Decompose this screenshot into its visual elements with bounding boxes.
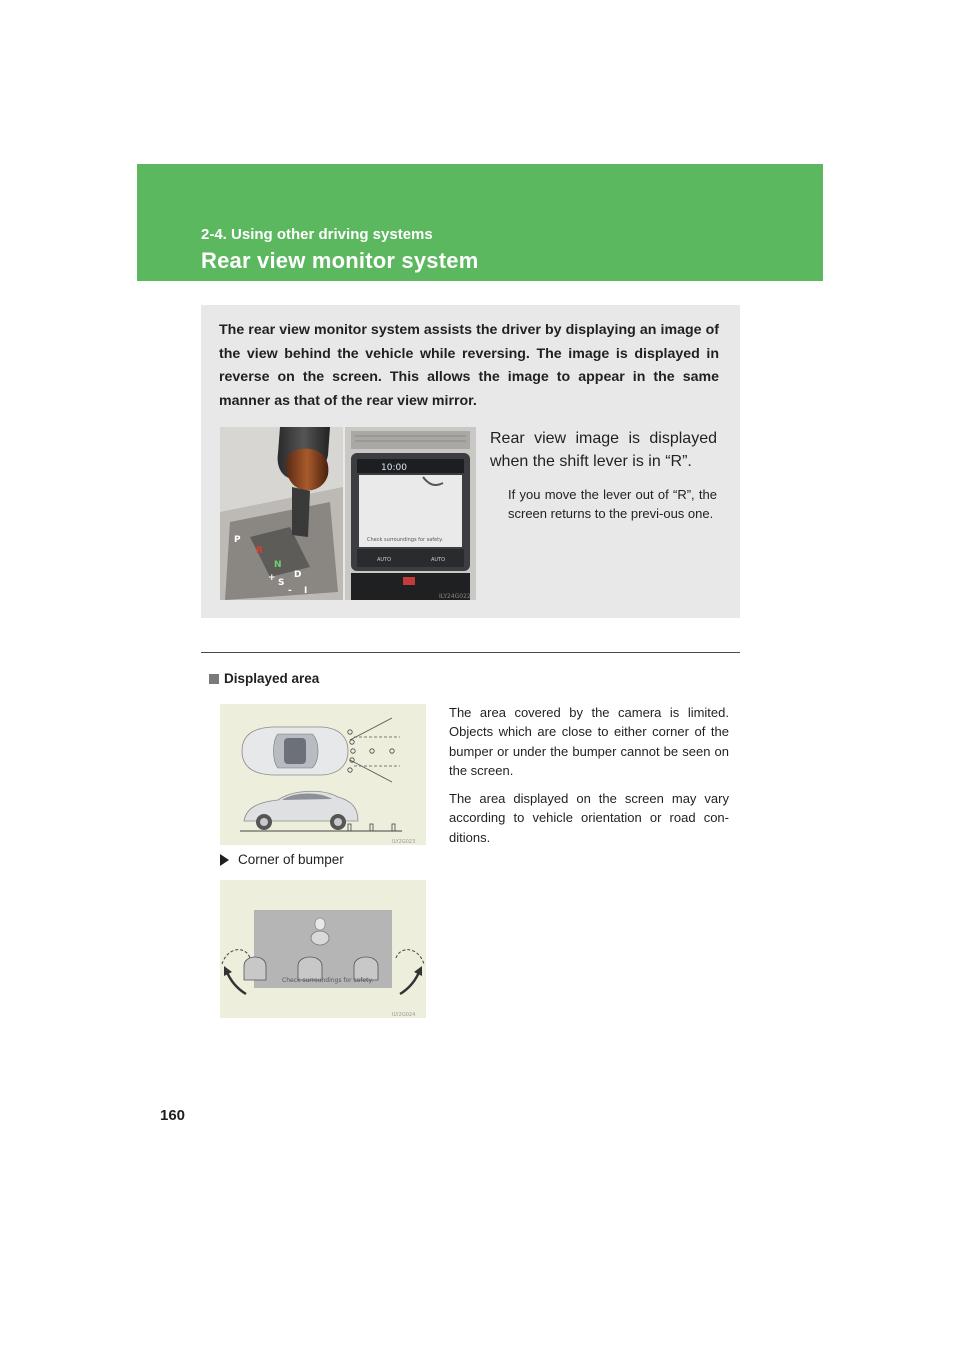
section-divider <box>201 652 740 653</box>
triangle-bullet-icon <box>220 854 229 866</box>
gear-letter-s: S <box>278 578 285 588</box>
monitor-screen-photo <box>345 427 476 600</box>
displayed-area-body <box>449 703 729 856</box>
section-label: 2-4. Using other driving systems <box>201 226 433 243</box>
callout-sub: If you move the lever out of “R”, the screen returns to the previ-ous one. <box>508 487 717 521</box>
callout-main: Rear view image is displayed when the shift lever is in “R”. <box>490 430 717 470</box>
displayed-area-heading-text: Displayed area <box>224 671 320 686</box>
figure-code-bumper: ILY2G024 <box>392 1012 416 1018</box>
bumper-caption: Check surroundings for safety. <box>282 977 374 984</box>
camera-coverage-figure <box>220 704 426 845</box>
gear-letter-plus: + <box>268 573 276 583</box>
bullet-corner-of-bumper <box>220 852 344 867</box>
square-bullet-icon <box>209 674 219 684</box>
figure-code-coverage: ILY2G023 <box>392 839 416 845</box>
gear-letter-d: D <box>294 570 302 580</box>
gear-letter-n: N <box>274 560 282 570</box>
figure-code-intro: ILY24G022 <box>439 593 471 600</box>
screen-clock: 10:00 <box>381 463 407 473</box>
screen-button-auto-left: AUTO <box>377 557 392 563</box>
intro-box <box>201 305 740 618</box>
gear-letter-r: R <box>256 546 263 556</box>
screen-button-auto-right: AUTO <box>431 557 446 563</box>
gear-letter-p: P <box>234 535 241 545</box>
page-number: 160 <box>160 1107 186 1124</box>
shift-lever-photo <box>220 427 343 600</box>
screen-caption: Check surroundings for safety. <box>367 537 443 543</box>
displayed-area-heading <box>209 671 319 686</box>
bumper-corner-figure <box>220 880 426 1018</box>
intro-text: The rear view monitor system assists the driver by displaying an image of the view behind the vehicle while reversing. The image is displayed in reverse on the screen. This allows the image to appear in the same manner as that of the rear view mirror. <box>219 322 719 409</box>
gear-letter-i: I <box>304 586 308 596</box>
gear-letter-minus: - <box>288 586 292 596</box>
bullet-text: Corner of bumper <box>238 852 344 867</box>
paragraph: The area covered by the camera is limited. Objects which are close to either corner of the bumper or under the bumper cannot be seen on the screen. <box>449 705 729 778</box>
page-title: Rear view monitor system <box>201 248 479 273</box>
paragraph: The area displayed on the screen may vary according to vehicle orientation or road con-ditions. <box>449 791 729 845</box>
